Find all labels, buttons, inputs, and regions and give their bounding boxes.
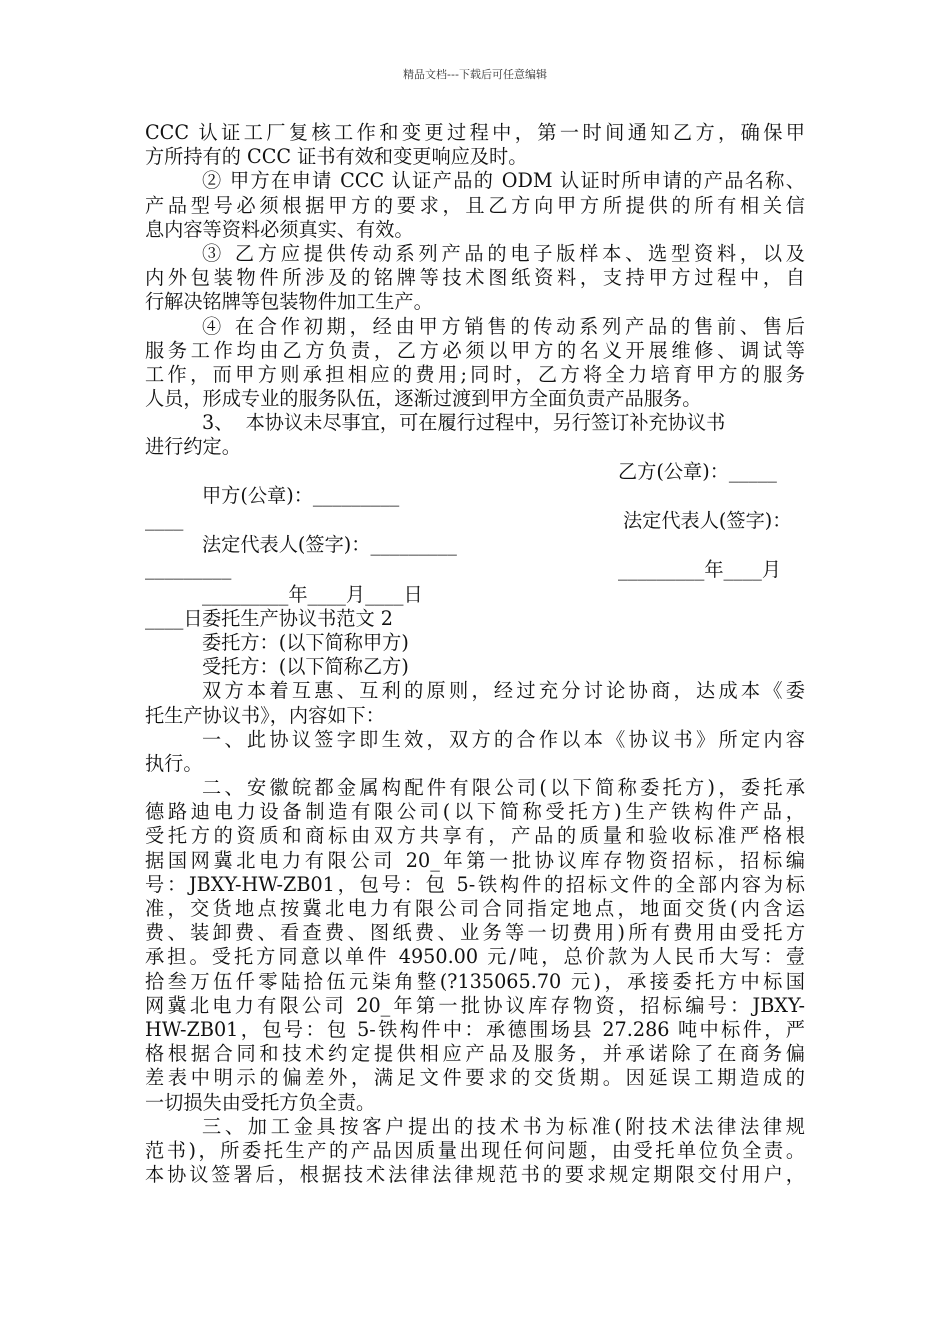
page-header: 精品文档---下载后可任意编辑 <box>403 68 547 81</box>
paragraph-line: 号：JBXY-HW-ZB01，包号：包 5-铁构件的招标文件的全部内容为标 <box>145 872 805 896</box>
paragraph-line: 一切损失由受托方负全责。 <box>145 1090 376 1114</box>
paragraph-line: 进行约定。 <box>145 435 241 459</box>
paragraph-line: 二、安徽皖都金属构配件有限公司(以下简称委托方)，委托承 <box>202 776 805 800</box>
paragraph-line: 双方本着互惠、互利的原则，经过充分讨论协商，达成本《委 <box>202 679 805 703</box>
paragraph-line: 息内容等资料必须真实、有效。 <box>145 217 414 241</box>
paragraph-line: 托生产协议书》，内容如下： <box>145 703 385 727</box>
document-body <box>145 121 805 1187</box>
party-b-seal-cont: ____ <box>145 508 184 532</box>
party-a-seal: 甲方(公章)：_________ <box>202 483 400 507</box>
party-b-date: _________年____月 <box>618 558 782 582</box>
section-title: 委托生产协议书范文 2 <box>202 606 393 630</box>
party-a-representative: 法定代表人(签字)：_________ <box>202 533 457 557</box>
paragraph-line: 网冀北电力有限公司 20_年第一批协议库存物资，招标编号：JBXY- <box>145 993 805 1017</box>
paragraph-line: 一、此协议签字即生效，双方的合作以本《协议书》所定内容 <box>202 727 805 751</box>
paragraph-line: 本协议签署后，根据技术法律法律规范书的要求规定期限交付用户， <box>145 1163 805 1187</box>
party-b-date-cont: ____日 <box>145 606 203 630</box>
paragraph-line: ③ 乙方应提供传动系列产品的电子版样本、选型资料，以及 <box>202 241 805 265</box>
party-b-representative: 法定代表人(签字)： <box>623 509 792 532</box>
paragraph-line: 产品型号必须根据甲方的要求，且乙方向甲方所提供的所有相关信 <box>145 193 805 217</box>
paragraph-line: 人员，形成专业的服务队伍，逐渐过渡到甲方全面负责产品服务。 <box>145 387 702 411</box>
paragraph-line: 3、 本协议未尽事宜，可在履行过程中，另行签订补充协议书 <box>202 411 726 435</box>
paragraph-line: 受托方：(以下简称乙方) <box>202 655 409 679</box>
party-a-date: _________年____月____日 <box>202 582 423 606</box>
signature-row-date <box>145 558 805 606</box>
paragraph-line: 内外包装物件所涉及的铭牌等技术图纸资料，支持甲方过程中，自 <box>145 266 805 290</box>
paragraph-line: 格根据合同和技术约定提供相应产品及服务，并承诺除了在商务偏 <box>145 1042 805 1066</box>
paragraph-line: 执行。 <box>145 751 203 775</box>
paragraph-line: ② 甲方在申请 CCC 认证产品的 ODM 认证时所申请的产品名称、 <box>202 169 805 193</box>
paragraph-line: 德路迪电力设备制造有限公司(以下简称受托方)生产铁构件产品， <box>145 800 805 824</box>
paragraph-line: ④ 在合作初期，经由甲方销售的传动系列产品的售前、售后 <box>202 314 805 338</box>
paragraph-line: 服务工作均由乙方负责，乙方必须以甲方的名义开展维修、调试等 <box>145 338 805 362</box>
party-b-seal: 乙方(公章)：_____ <box>618 459 777 483</box>
paragraph-line: 据国网冀北电力有限公司 20_年第一批协议库存物资招标，招标编 <box>145 848 805 872</box>
paragraph-line: 三、加工金具按客户提出的技术书为标准(附技术法律法律规 <box>202 1114 805 1138</box>
paragraph-line: 范书)，所委托生产的产品因质量出现任何问题，由受托单位负全责。 <box>145 1138 805 1162</box>
paragraph-line: CCC 认证工厂复核工作和变更过程中，第一时间通知乙方，确保甲 <box>145 121 805 144</box>
party-b-representative-cont: _________ <box>145 557 232 581</box>
signature-row-rep <box>145 509 805 557</box>
paragraph-line: 行解决铭牌等包装物件加工生产。 <box>145 290 433 314</box>
paragraph-line: 费、装卸费、看查费、图纸费、业务等一切费用)所有费用由受托方 <box>145 921 806 945</box>
signature-row-seal <box>145 459 805 507</box>
paragraph-line: 差表中明示的偏差外，满足文件要求的交货期。因延误工期造成的 <box>145 1066 805 1090</box>
paragraph-line: 准，交货地点按冀北电力有限公司合同指定地点，地面交货(内含运 <box>145 897 805 920</box>
paragraph-line: HW-ZB01，包号：包 5-铁构件中：承德围场县 27.286 吨中标件，严 <box>145 1017 805 1041</box>
paragraph-line: 承担。受托方同意以单件 4950.00 元/吨，总价款为人民币大写：壹 <box>145 945 805 969</box>
paragraph-line: 委托方：(以下简称甲方) <box>202 630 409 654</box>
paragraph-line: 方所持有的 CCC 证书有效和变更响应及时。 <box>145 145 528 169</box>
paragraph-line: 受托方的资质和商标由双方共享有，产品的质量和验收标准严格根 <box>145 824 805 848</box>
paragraph-line: 拾叁万伍仟零陆拾伍元柒角整(?135065.70 元)，承接委托方中标国 <box>145 969 805 993</box>
paragraph-line: 工作，而甲方则承担相应的费用;同时，乙方将全力培育甲方的服务 <box>145 362 805 386</box>
